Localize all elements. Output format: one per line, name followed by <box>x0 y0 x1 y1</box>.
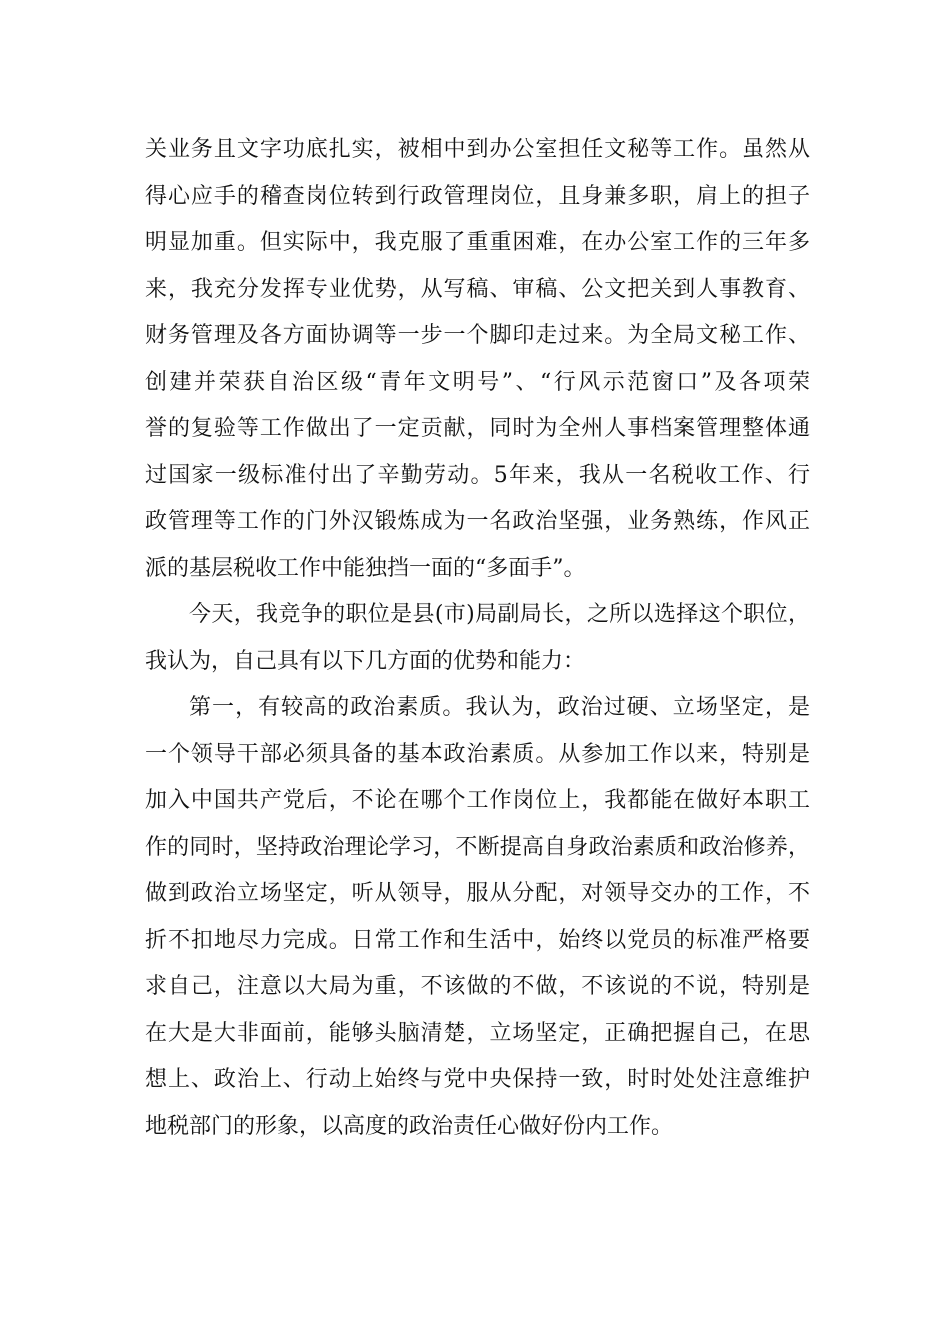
paragraph-2 <box>145 592 810 685</box>
text-line: 地税部门的形象，以高度的政治责任心做好份内工作。 <box>145 1113 674 1139</box>
text-line: 我认为，自己具有以下几方面的优势和能力： <box>145 648 586 674</box>
text-line: 关业务且文字功底扎实，被相中到办公室担任文秘等工作。虽然从 <box>145 137 810 162</box>
text-line: 派的基层税收工作中能独挡一面的“多面手”。 <box>145 555 586 581</box>
text-line: 一个领导干部必须具备的基本政治素质。从参加工作以来，特别是 <box>145 741 810 767</box>
text-line: 明显加重。但实际中，我克服了重重困难，在办公室工作的三年多 <box>145 230 810 255</box>
paragraph-3 <box>145 685 810 1150</box>
text-line: 来，我充分发挥专业优势，从写稿、审稿、公文把关到人事教育、 <box>145 276 810 302</box>
text-line: 第一，有较高的政治素质。我认为，政治过硬、立场坚定，是 <box>189 695 810 720</box>
text-line: 今天，我竞争的职位是县(市)局副局长，之所以选择这个职位， <box>189 602 810 627</box>
text-line: 求自己，注意以大局为重，不该做的不做，不该说的不说，特别是 <box>145 974 810 999</box>
text-line: 作的同时，坚持政治理论学习，不断提高自身政治素质和政治修养， <box>145 834 810 860</box>
body-text <box>145 127 810 1150</box>
text-line: 得心应手的稽查岗位转到行政管理岗位，且身兼多职，肩上的担子 <box>145 183 810 209</box>
text-line: 财务管理及各方面协调等一步一个脚印走过来。为全局文秘工作、 <box>145 323 810 348</box>
text-line: 加入中国共产党后，不论在哪个工作岗位上，我都能在做好本职工 <box>145 788 810 813</box>
text-line: 在大是大非面前，能够头脑清楚，立场坚定，正确把握自己，在思 <box>145 1020 810 1046</box>
text-line: 做到政治立场坚定，听从领导，服从分配，对领导交办的工作，不 <box>145 881 810 906</box>
text-line: 过国家一级标准付出了辛勤劳动。5年来，我从一名税收工作、行 <box>145 462 810 488</box>
text-line: 誉的复验等工作做出了一定贡献，同时为全州人事档案管理整体通 <box>145 416 810 441</box>
text-line: 创建并荣获自治区级“青年文明号”、“行风示范窗口”及各项荣 <box>145 369 810 395</box>
text-line: 想上、政治上、行动上始终与党中央保持一致，时时处处注意维护 <box>145 1067 810 1092</box>
paragraph-1 <box>145 127 810 592</box>
text-line: 折不扣地尽力完成。日常工作和生活中，始终以党员的标准严格要 <box>145 927 810 953</box>
text-line: 政管理等工作的门外汉锻炼成为一名政治坚强，业务熟练，作风正 <box>145 509 810 534</box>
